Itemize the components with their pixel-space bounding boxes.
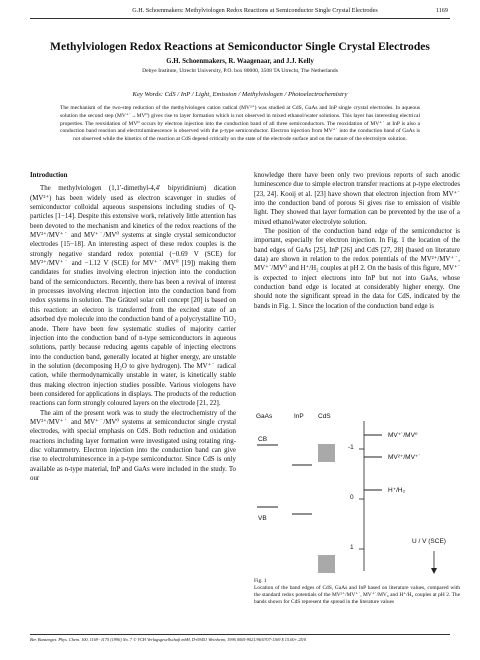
- label-h-plus-h2: H⁺/H₂: [388, 487, 406, 494]
- affiliation: Debye Institute, Utrecht University, P.O. box 80000, 3508 TA Utrecht, The Netherlands: [142, 68, 338, 74]
- label-mv-plus-mv0: MV⁺˙/MV⁰: [388, 432, 418, 439]
- paragraph: The methylviologen (1,1′-dimethyl-4,4′ bipyridinium) dication (MV²⁺) has been widely used as electron scavenger in studies of semiconductor colloidal aqueous suspensions including studies of Q-particles [1−14]. Despite this extensive work, relatively little attention has been devoted to the mechanism and kinetics of the redox reactions of the MV²⁺/MV⁺˙ and MV⁺˙/MV⁰ systems at single crystal semiconductor electrodes [15−18]. An interesting aspect of these redox couples is the strongly negative standard redox potential (−0.69 V (SCE) for MV²⁺/MV⁺˙ and −1.12 V (SCE) for MV⁺˙/MV⁰ [19]) making them candidates for studies involving electron injection into the conduction band of the semiconductors. Recently, there has been a revival of interest in processes involving electron injection into the conduction band from redox systems in solution. The Grätzel solar cell concept [20] is based on this reaction: an electron is transferred from the excited state of an adsorbed dye molecule into the conduction band of a polycrystalline TiO₂ anode. There have been few systematic studies of majority carrier injection into the conduction band of n-type semiconductors in aqueous solutions, partly because reducing agents capable of injecting electrons into the conduction band, generally located at higher energy, are unstable in the solution (decomposing H₂O to give hydrogen). The MV⁺˙ radical cation, while thermodynamically unstable in water, is kinetically stable thus making electron injection studies possible. Various viologens have been considered for applications in displays. The products of the reduction reactions can form strongly coloured layers on the electrode [21, 22].: [30, 185, 236, 408]
- paragraph: The position of the conduction band edge of the semiconductor is important, especially for electron injection. In Fig. 1 the location of the band edges of GaAs [25], InP [26] and CdS [27, 28] (based on literature data) are shown in relation to the redox potentials of the MV²⁺/MV⁺˙, MV⁺˙/MV⁰ and H⁺/H₂ couples at pH 2. On the basis of this figure, MV⁺˙ is expected to inject electrons into InP but not into GaAs, whose conduction band edge is located at considerably higher energy. One should note the significant spread in the data for CdS, indicated by the bands in Fig. 1. Since the location of the conduction band edge is: [254, 228, 460, 310]
- figure-caption: [254, 578, 460, 606]
- abstract: The mechanism of the two-step reduction of the methylviologen cation radical (MV²⁺) was studied at CdS, GaAs and InP single crystal electrodes. In aqueous solution the second step (MV⁺˙→MV⁰) gives rise to layer formation which is not observed in mixed ethanol/water solutions. This layer has interesting electrical properties. The reoxidation of MV⁰ occurs by electron injection into the conduction band of all three semiconductors. The reoxidation of MV⁺˙ at InP is also a conduction band reaction and electroluminescence is observed with the p-type semiconductor. Electron injection from MV⁺˙ into the conduction band of GaAs is not observed while the kinetics of the reaction at CdS depend critically on the state of the electrode surface and on the nature of the electrolyte solution.: [60, 105, 420, 143]
- paragraph: knowledge there have been only two previous reports of such anodic luminescence due to simple electron transfer reactions at p-type electrodes [23, 24]. Kooij et al. [23] have shown that electron injection from MV⁺˙ into the conduction band of porous Si gives rise to emission of visible light. They showed that layer formation can be prevented by the use of a mixed ethanol/water electrolyte solution.: [254, 172, 460, 226]
- column-label-gaas: GaAs: [256, 413, 273, 420]
- running-header: [30, 6, 450, 19]
- label-mv2-mv-plus: MV²⁺/MV⁺˙: [388, 454, 421, 461]
- tick-label-0: 0: [350, 494, 354, 501]
- caption-label: Fig. 1: [254, 578, 267, 584]
- running-title: G.H. Schoenmakers: Methylviologen Redox Reactions at Semiconductor Single Crystal Electrodes: [132, 7, 378, 14]
- paragraph: The aim of the present work was to study the electrochemistry of the MV²⁺/MV⁺˙ and MV⁺˙/MV⁰ systems at semiconductor single crystal electrodes, with special emphasis on CdS. Both reduction and oxidation reactions including layer formation were investigated using rotating ring-disc voltammetry. Electron injection into the conduction band can give rise to electroluminescence in a p-type semiconductor. Since CdS is only available as n-type material, InP and GaAs were included in the study. To our: [30, 409, 236, 482]
- journal-footer: Ber. Bunsenges. Phys. Chem. 100, 1169−1175 (1996) No. 7 © VCH Verlagsgesellschaft mbH, D-69451 Weinheim, 1996 0005-9021/96/0707-1169 $ 15.00+.25/0: [30, 634, 450, 642]
- right-column: [254, 171, 460, 311]
- column-label-inp: InP: [294, 413, 304, 420]
- article-title: Methylviologen Redox Reactions at Semiconductor Single Crystal Electrodes: [50, 40, 430, 53]
- left-column: [30, 171, 236, 483]
- tick-label-minus-1: -1: [348, 444, 354, 451]
- axis-arrow-head: [431, 568, 437, 574]
- column-label-cds: CdS: [318, 413, 331, 420]
- band-diagram: [254, 411, 460, 576]
- section-heading: Introduction: [30, 172, 68, 179]
- tick-label-1: 1: [350, 544, 354, 551]
- keywords: Key Words: CdS / InP / Light, Emission / Methylviologen / Photoelectrochemistry: [132, 91, 348, 98]
- page-number: 1169: [435, 7, 448, 14]
- vb-label: VB: [258, 515, 267, 522]
- cds-cb-band: [318, 444, 335, 462]
- caption-text: Location of the band edges of CdS, GaAs and InP based on literature values, compared with the standard redox potentials of the MV²⁺/MV⁺˙, MV⁺˙/MV₀ and H⁺/H₂ couples at pH 2. The bands shown for CdS represent the spread in the literature values: [254, 585, 460, 605]
- cb-label: CB: [258, 436, 268, 443]
- band-edge-figure: [254, 411, 460, 576]
- author-list: G.H. Schoenmakers, R. Waagenaar, and J.J. Kelly: [166, 58, 314, 65]
- cds-vb-band: [318, 555, 335, 573]
- axis-label: U / V (SCE): [412, 538, 446, 545]
